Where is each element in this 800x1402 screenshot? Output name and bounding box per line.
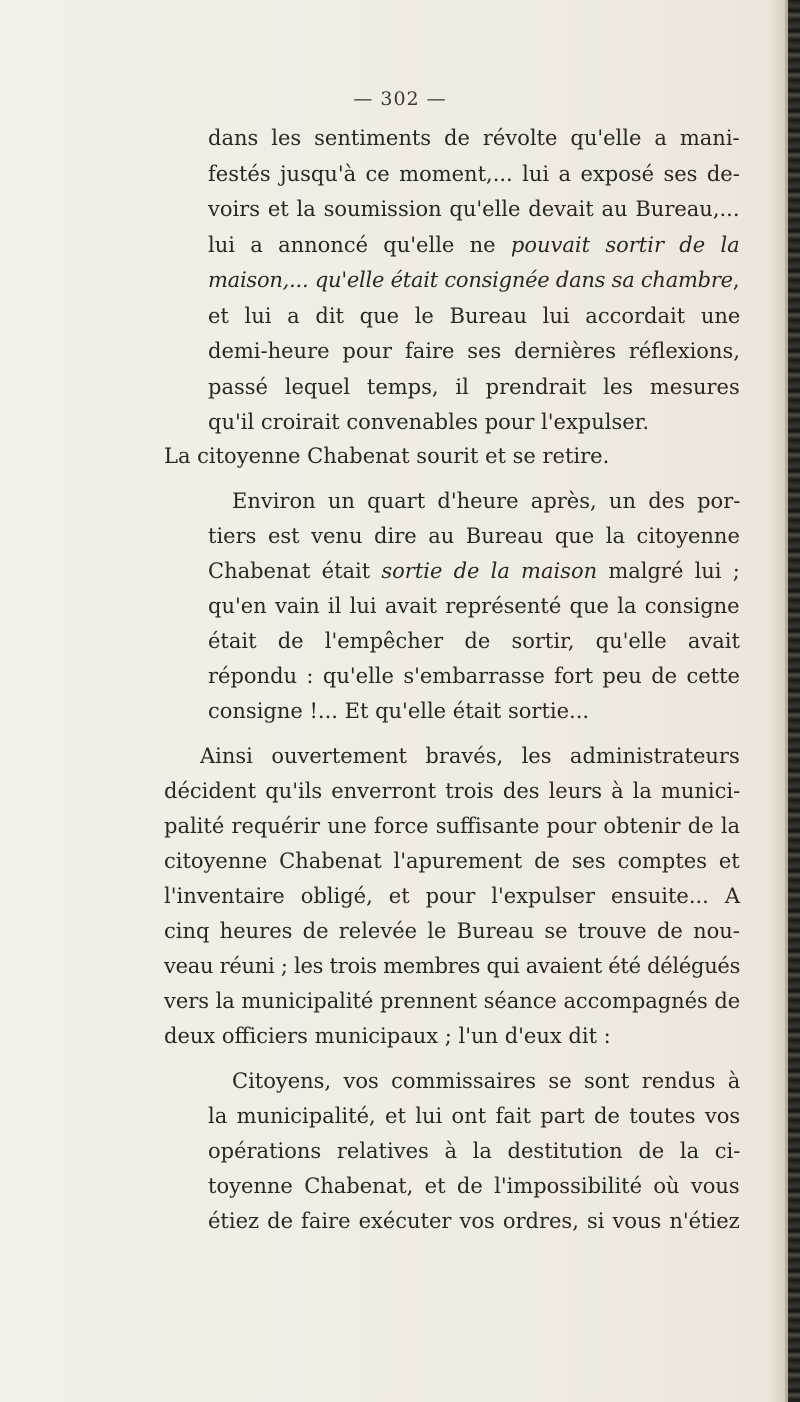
line-text: Citoyens, vos commissaires se sont rendus à <box>232 1069 741 1093</box>
text-line <box>208 156 800 196</box>
text-line <box>208 1203 800 1243</box>
text-line <box>164 843 800 883</box>
line-text: passé lequel temps, il prendrait les mesures <box>208 375 740 399</box>
roman-text: Chabenat était <box>208 559 382 583</box>
roman-text: malgré lui ; <box>597 559 740 583</box>
line-text: voirs et la soumission qu'elle devait au Bureau,... <box>208 197 740 221</box>
line-text: consigne !... Et qu'elle était sortie... <box>208 699 590 723</box>
text-line <box>208 1133 800 1173</box>
text-line <box>164 948 800 988</box>
text-line <box>164 808 800 848</box>
line-text-mixed <box>208 227 740 263</box>
text-line <box>208 623 800 663</box>
text-line <box>232 483 800 523</box>
line-text: étiez de faire exécuter vos ordres, si vous n'étiez <box>208 1209 740 1233</box>
text-line <box>164 878 800 918</box>
line-text: qu'il croirait convenables pour l'expulser. <box>208 410 650 434</box>
text-line <box>208 369 800 409</box>
line-text-mixed <box>208 553 740 589</box>
line-text-mixed <box>208 262 739 298</box>
line-text: La citoyenne Chabenat sourit et se retire. <box>164 444 610 468</box>
line-text: Ainsi ouvertement bravés, les administrateurs <box>200 744 740 768</box>
line-text: demi-heure pour faire ses dernières réflexions, <box>208 339 740 363</box>
text-line <box>208 298 800 338</box>
line-text: cinq heures de relevée le Bureau se trouve de nou- <box>164 919 740 943</box>
line-text: veau réuni ; les trois membres qui avaient été délégués <box>164 954 741 978</box>
text-line <box>208 518 800 558</box>
italic-text: maison,... qu'elle était consignée dans sa chambre <box>208 268 733 292</box>
roman-text: lui a annoncé qu'elle ne <box>208 233 511 257</box>
line-text: Environ un quart d'heure après, un des por- <box>232 489 741 513</box>
line-text: tiers est venu dire au Bureau que la citoyenne <box>208 524 740 548</box>
text-line <box>208 262 800 302</box>
page-number: — 302 — <box>353 88 447 110</box>
line-text: citoyenne Chabenat l'apurement de ses comptes et <box>164 849 740 873</box>
line-text: opérations relatives à la destitution de la ci- <box>208 1139 741 1163</box>
line-text: la municipalité, et lui ont fait part de toutes vos <box>208 1104 741 1128</box>
line-text: décident qu'ils enverront trois des leurs à la munici- <box>164 779 741 803</box>
text-line <box>164 983 800 1023</box>
line-text: et lui a dit que le Bureau lui accordait une <box>208 304 741 328</box>
text-line <box>208 1168 800 1208</box>
line-text: vers la municipalité prennent séance accompagnés de <box>164 989 741 1013</box>
text-line <box>232 1063 800 1103</box>
line-text: dans les sentiments de révolte qu'elle a mani- <box>208 126 740 150</box>
line-text: répondu : qu'elle s'embarrasse fort peu de cette <box>208 664 740 688</box>
text-line <box>164 1018 800 1058</box>
text-line <box>208 120 800 160</box>
line-text: festés jusqu'à ce moment,... lui a exposé ses de- <box>208 162 740 186</box>
line-text: toyenne Chabenat, et de l'impossibilité où vous <box>208 1174 740 1198</box>
line-text: palité requérir une force suffisante pour obtenir de la <box>164 814 741 838</box>
roman-text: , <box>732 268 740 292</box>
text-line <box>208 191 800 231</box>
italic-text: pouvait sortir de la <box>510 233 740 257</box>
text-line <box>164 913 800 953</box>
text-line <box>208 693 800 733</box>
text-line <box>208 588 800 628</box>
text-line <box>208 227 800 267</box>
text-line <box>200 738 800 778</box>
line-text: deux officiers municipaux ; l'un d'eux dit : <box>164 1024 611 1048</box>
text-line <box>164 438 800 478</box>
italic-text: sortie de la maison <box>381 559 598 583</box>
line-text: l'inventaire obligé, et pour l'expulser ensuite... A <box>164 884 741 908</box>
text-line <box>208 658 800 698</box>
text-line <box>208 1098 800 1138</box>
line-text: qu'en vain il lui avait représenté que la consigne <box>208 594 740 618</box>
text-line <box>208 553 800 593</box>
line-text: était de l'empêcher de sortir, qu'elle avait <box>208 629 740 653</box>
text-line <box>208 333 800 373</box>
text-line <box>164 773 800 813</box>
